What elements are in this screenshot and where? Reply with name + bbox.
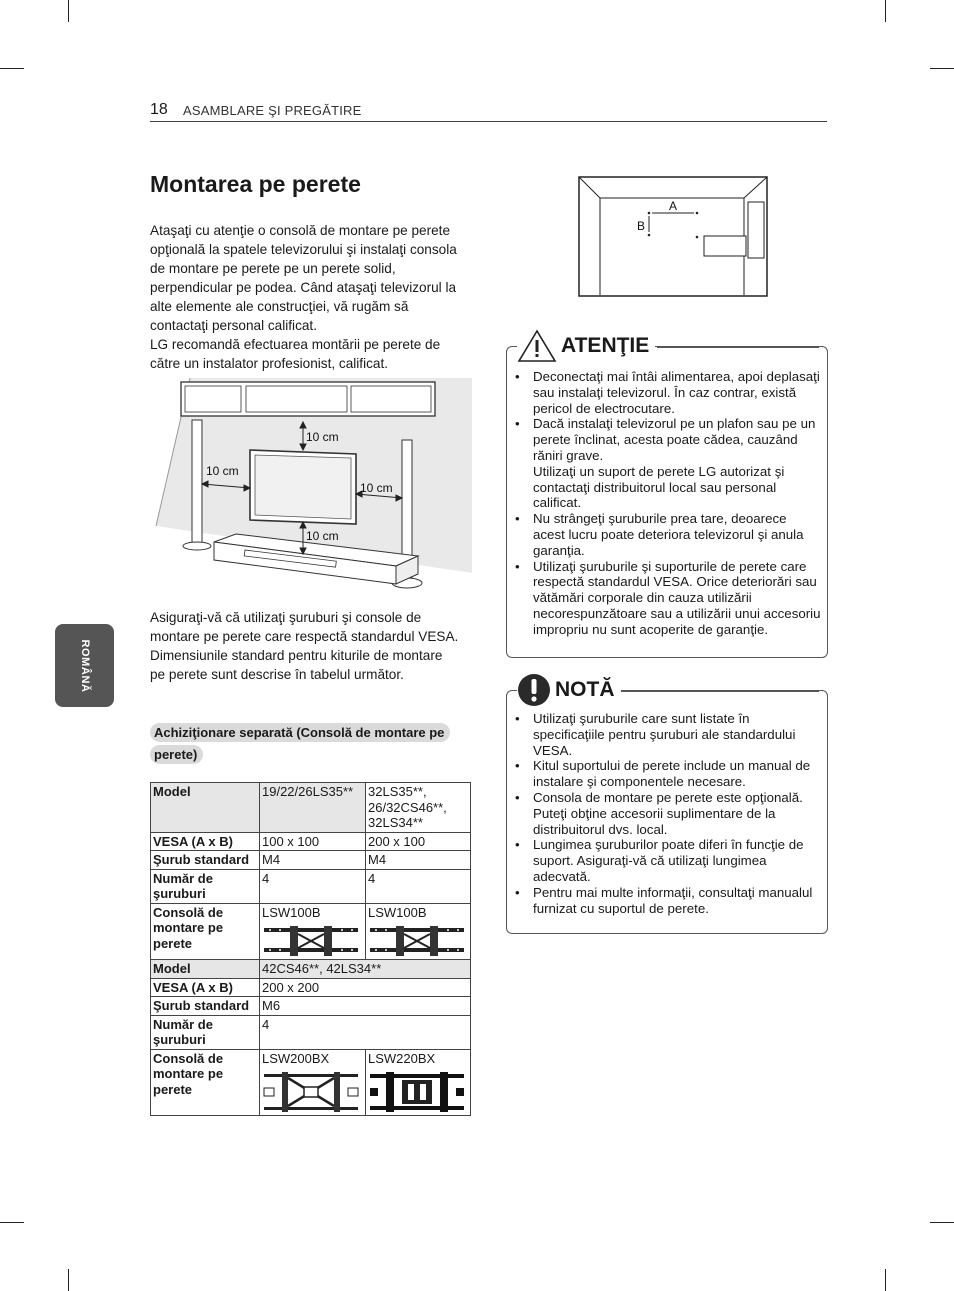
table-label: Şurub standard <box>151 997 260 1016</box>
table-row <box>151 997 471 1016</box>
list-item: • Utilizaţi şuruburile care sunt listate în specificaţiile pentru şuruburi ale standardului VESA. <box>515 711 821 758</box>
bracket-model: LSW100B <box>368 904 427 920</box>
table-label: Număr de şuruburi <box>151 869 260 903</box>
table-label: Consolă de montare pe perete <box>151 903 260 960</box>
table-label: VESA (A x B) <box>151 978 260 997</box>
bracket-lsw100b-image <box>368 924 466 958</box>
table-cell: 19/22/26LS35** <box>260 783 366 833</box>
distance-label-left: 10 cm <box>206 464 239 478</box>
bracket-lsw100b-image <box>262 924 360 958</box>
table-row <box>151 903 471 960</box>
vesa-spec-table <box>150 782 471 1116</box>
table-label: Model <box>151 960 260 979</box>
table-row <box>151 1049 471 1116</box>
language-tab-label: ROMÂNĂ <box>78 638 91 693</box>
bracket-model: LSW220BX <box>368 1050 436 1066</box>
label-b: B <box>637 219 646 233</box>
table-label: Număr de şuruburi <box>151 1015 260 1049</box>
list-item: • Utilizaţi şuruburile şi suporturile de perete care respectă standardul VESA. Orice deteriorări sau vătămări corporale din cauza utilizării necorespunzătoare sau a utilizării unui accesoriu impropriu nu sunt acoperite de garanţie. <box>515 559 821 638</box>
table-cell: 4 <box>260 1015 471 1049</box>
note-rule <box>619 691 819 692</box>
exclamation-circle-icon <box>517 673 551 707</box>
caution-header <box>517 329 655 363</box>
vesa-paragraph: Asiguraţi-vă că utilizaţi şuruburi şi console de montare pe perete care respectă standardul VESA. Dimensiunile standard pentru kiturile de montare pe perete sunt descrise în tabelul următor. <box>150 610 459 682</box>
page-title: Montarea pe perete <box>150 171 361 197</box>
table-cell <box>366 903 471 960</box>
list-item-text: Dacă instalaţi televizorul pe un plafon sau pe un perete înclinat, acesta poate cădea, cauzând răniri grave. <box>533 416 816 463</box>
table-cell: 200 x 200 <box>260 978 471 997</box>
header-rule <box>150 121 827 122</box>
crop-mark <box>0 68 24 69</box>
recommendation-paragraph: LG recomandă efectuarea montării pe perete de către un instalator profesionist, calificat. <box>150 337 441 371</box>
table-cell <box>366 1049 471 1116</box>
list-item <box>515 416 821 511</box>
bracket-model: LSW200BX <box>262 1050 330 1066</box>
table-cell: 4 <box>366 869 471 903</box>
caution-rule <box>657 347 819 348</box>
crop-mark <box>930 68 954 69</box>
table-cell: 4 <box>260 869 366 903</box>
table-row <box>151 869 471 903</box>
bracket-lsw200bx-image <box>262 1070 360 1114</box>
table-label: Şurub standard <box>151 851 260 870</box>
table-cell: M6 <box>260 997 471 1016</box>
list-item: • Lungimea şuruburilor poate diferi în funcţie de suport. Asiguraţi-vă că utilizaţi lungimea adecvată. <box>515 837 821 884</box>
crop-mark <box>930 1222 954 1223</box>
note-title: NOTĂ <box>555 678 615 701</box>
caution-box <box>506 334 828 658</box>
warning-triangle-icon <box>517 329 557 363</box>
table-cell: 200 x 100 <box>366 832 471 851</box>
bracket-lsw220bx-image <box>368 1070 466 1114</box>
section-title: ASAMBLARE ŞI PREGĂTIRE <box>183 103 362 118</box>
crop-mark <box>0 1222 24 1223</box>
crop-mark <box>885 0 886 22</box>
list-item-text: Utilizaţi un suport de perete LG autorizat şi contactaţi distribuitorul local sau personal calificat. <box>533 463 785 511</box>
table-cell: 32LS35**, 26/32CS46**, 32LS34** <box>366 783 471 833</box>
crop-mark <box>68 0 69 22</box>
label-a: A <box>669 199 678 213</box>
table-row <box>151 960 471 979</box>
table-row <box>151 851 471 870</box>
list-item: • Nu strângeţi şuruburile prea tare, deoarece acest lucru poate deteriora televizorul şi anula garanţia. <box>515 511 821 558</box>
note-box <box>506 678 828 934</box>
distance-label-right: 10 cm <box>360 481 393 495</box>
vesa-ab-diagram <box>578 176 768 297</box>
table-row <box>151 783 471 833</box>
table-cell: M4 <box>366 851 471 870</box>
table-cell: M4 <box>260 851 366 870</box>
table-row <box>151 1015 471 1049</box>
caution-title: ATENŢIE <box>561 334 650 357</box>
page-number: 18 <box>150 101 168 118</box>
table-label: Consolă de montare pe perete <box>151 1049 260 1116</box>
table-cell: 42CS46**, 42LS34** <box>260 960 471 979</box>
distance-label-top: 10 cm <box>306 430 339 444</box>
list-item: • Kitul suportului de perete include un manual de instalare şi componentele necesare. <box>515 758 821 790</box>
list-item: • Deconectaţi mai întâi alimentarea, apoi deplasaţi sau instalaţi televizorul. În caz contrar, există pericol de electrocutare. <box>515 369 821 416</box>
table-cell <box>260 903 366 960</box>
list-item: • Pentru mai multe informaţii, consultaţi manualul furnizat cu suportul de perete. <box>515 885 821 917</box>
note-list <box>515 711 821 916</box>
separate-purchase-text: Achiziţionare separată (Consolă de montare pe perete) <box>150 723 450 764</box>
language-tab <box>55 624 114 707</box>
crop-mark <box>885 1269 886 1291</box>
table-cell: 100 x 100 <box>260 832 366 851</box>
distance-label-bottom: 10 cm <box>306 529 339 543</box>
intro-paragraph: Ataşaţi cu atenţie o consolă de montare pe perete opţională la spatele televizorului şi instalaţi consola de montare pe perete pe un perete solid, perpendicular pe podea. Când ataşaţi televizorul la alte elemente ale construcţiei, vă rugăm să contactaţi personal calificat. <box>150 223 457 333</box>
table-row <box>151 978 471 997</box>
table-row <box>151 832 471 851</box>
table-label: Model <box>151 783 260 833</box>
caution-list <box>515 369 821 638</box>
list-item: • Consola de montare pe perete este opţională. Puteţi obţine accesorii suplimentare de la distribuitorul dvs. local. <box>515 790 821 837</box>
separate-purchase-label <box>150 722 456 766</box>
crop-mark <box>68 1269 69 1291</box>
bracket-model: LSW100B <box>262 904 321 920</box>
table-cell <box>260 1049 366 1116</box>
table-label: VESA (A x B) <box>151 832 260 851</box>
note-header <box>517 673 621 707</box>
wall-mount-illustration <box>150 378 472 592</box>
